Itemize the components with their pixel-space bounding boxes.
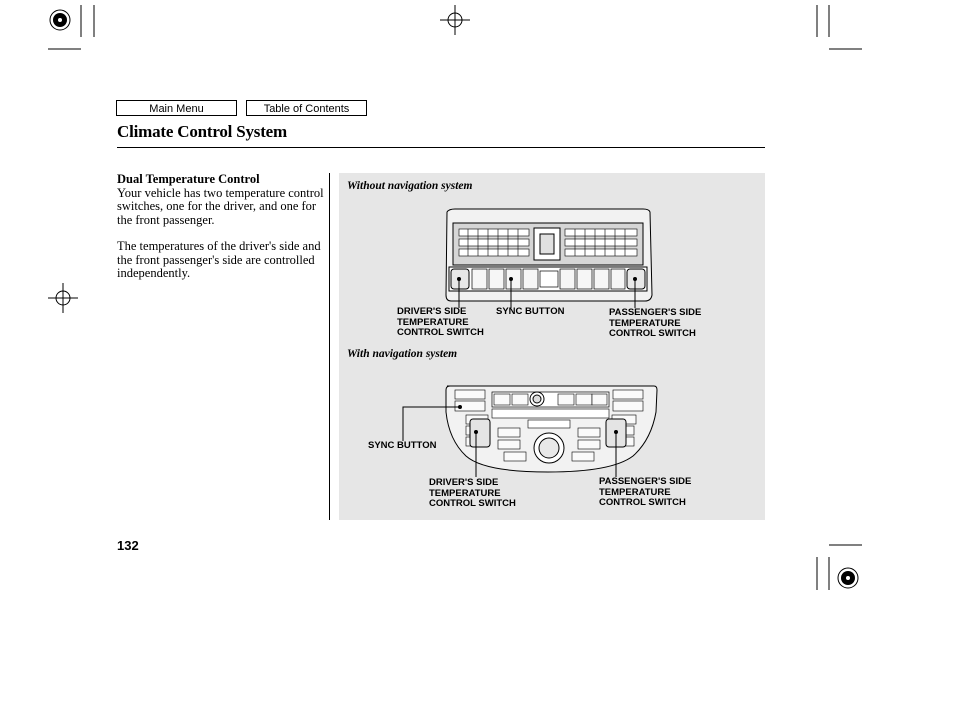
label-sync-button-bottom: SYNC BUTTON	[368, 440, 437, 451]
figure-caption-with-nav: With navigation system	[347, 348, 458, 360]
figure-caption-without-nav: Without navigation system	[347, 180, 473, 192]
table-of-contents-button[interactable]: Table of Contents	[246, 100, 367, 116]
label-driver-temp-switch-top: DRIVER'S SIDE TEMPERATURE CONTROL SWITCH	[397, 306, 484, 338]
label-passenger-temp-switch-bottom: PASSENGER'S SIDE TEMPERATURE CONTROL SWITCH	[599, 476, 692, 508]
page-number: 132	[117, 538, 139, 553]
label-passenger-temp-switch-top: PASSENGER'S SIDE TEMPERATURE CONTROL SWITCH	[609, 307, 702, 339]
page-title: Climate Control System	[117, 122, 287, 141]
label-sync-button-top: SYNC BUTTON	[496, 306, 565, 317]
label-driver-temp-switch-bottom: DRIVER'S SIDE TEMPERATURE CONTROL SWITCH	[429, 477, 516, 509]
main-menu-button[interactable]: Main Menu	[116, 100, 237, 116]
section-heading: Dual Temperature Control	[117, 172, 260, 186]
paragraph-2: The temperatures of the driver's side and the front passenger's side are controlled independently.	[117, 239, 321, 280]
paragraph-1: Your vehicle has two temperature control switches, one for the driver, and one for the front passenger.	[117, 185, 324, 227]
